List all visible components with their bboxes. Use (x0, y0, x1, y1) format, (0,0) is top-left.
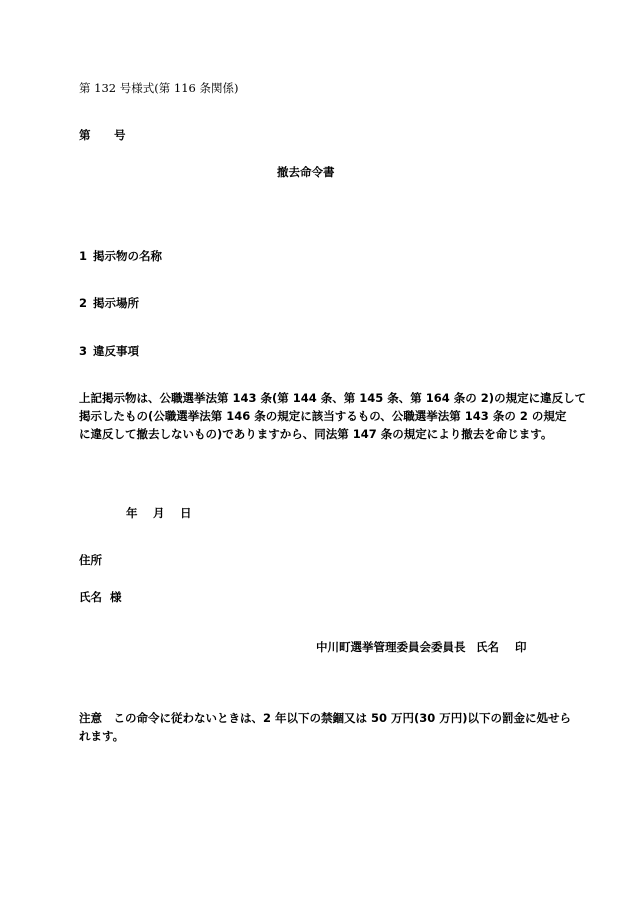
document-title: 撤去命令書 (277, 165, 335, 179)
body-line: 上記掲示物は、公職選挙法第 143 条(第 144 条、第 145 条、第 164 条の 2)の規定に違反して (79, 391, 587, 405)
body-line: に違反して撤去しないもの)でありますから、同法第 147 条の規定により撤去を命じます。 (79, 427, 553, 441)
honorific-sama: 様 (110, 590, 122, 604)
body-line: 掲示したもの(公職選挙法第 146 条の規定に該当するもの、公職選挙法第 143 条の 2 の規定 (79, 409, 567, 423)
doc-number-prefix: 第 (79, 128, 91, 142)
item-2-label: 掲示場所 (93, 296, 139, 310)
seal-mark: 印 (515, 640, 527, 654)
name-label: 氏名 (79, 590, 102, 604)
note-line: れます。 (79, 729, 125, 743)
note-line: 注意 この命令に従わないときは、2 年以下の禁錮又は 50 万円(30 万円)以下の罰金に処せら (79, 711, 572, 725)
note-paragraph (79, 709, 572, 745)
item-1-number: 1 (79, 249, 88, 263)
item-3-number: 3 (79, 344, 88, 358)
item-3-label: 違反事項 (93, 344, 139, 358)
item-2-number: 2 (79, 296, 88, 310)
issuer-name-label: 氏名 (476, 640, 499, 654)
form-number: 第 132 号様式(第 116 条関係) (79, 81, 239, 95)
doc-number-suffix: 号 (114, 128, 126, 142)
issuer-title: 中川町選挙管理委員会委員長 (316, 640, 466, 654)
item-1-label: 掲示物の名称 (93, 249, 162, 263)
address-label: 住所 (79, 553, 102, 567)
date-day: 日 (180, 506, 192, 520)
body-paragraph (79, 389, 587, 443)
date-year: 年 (126, 506, 138, 520)
date-month: 月 (153, 506, 165, 520)
